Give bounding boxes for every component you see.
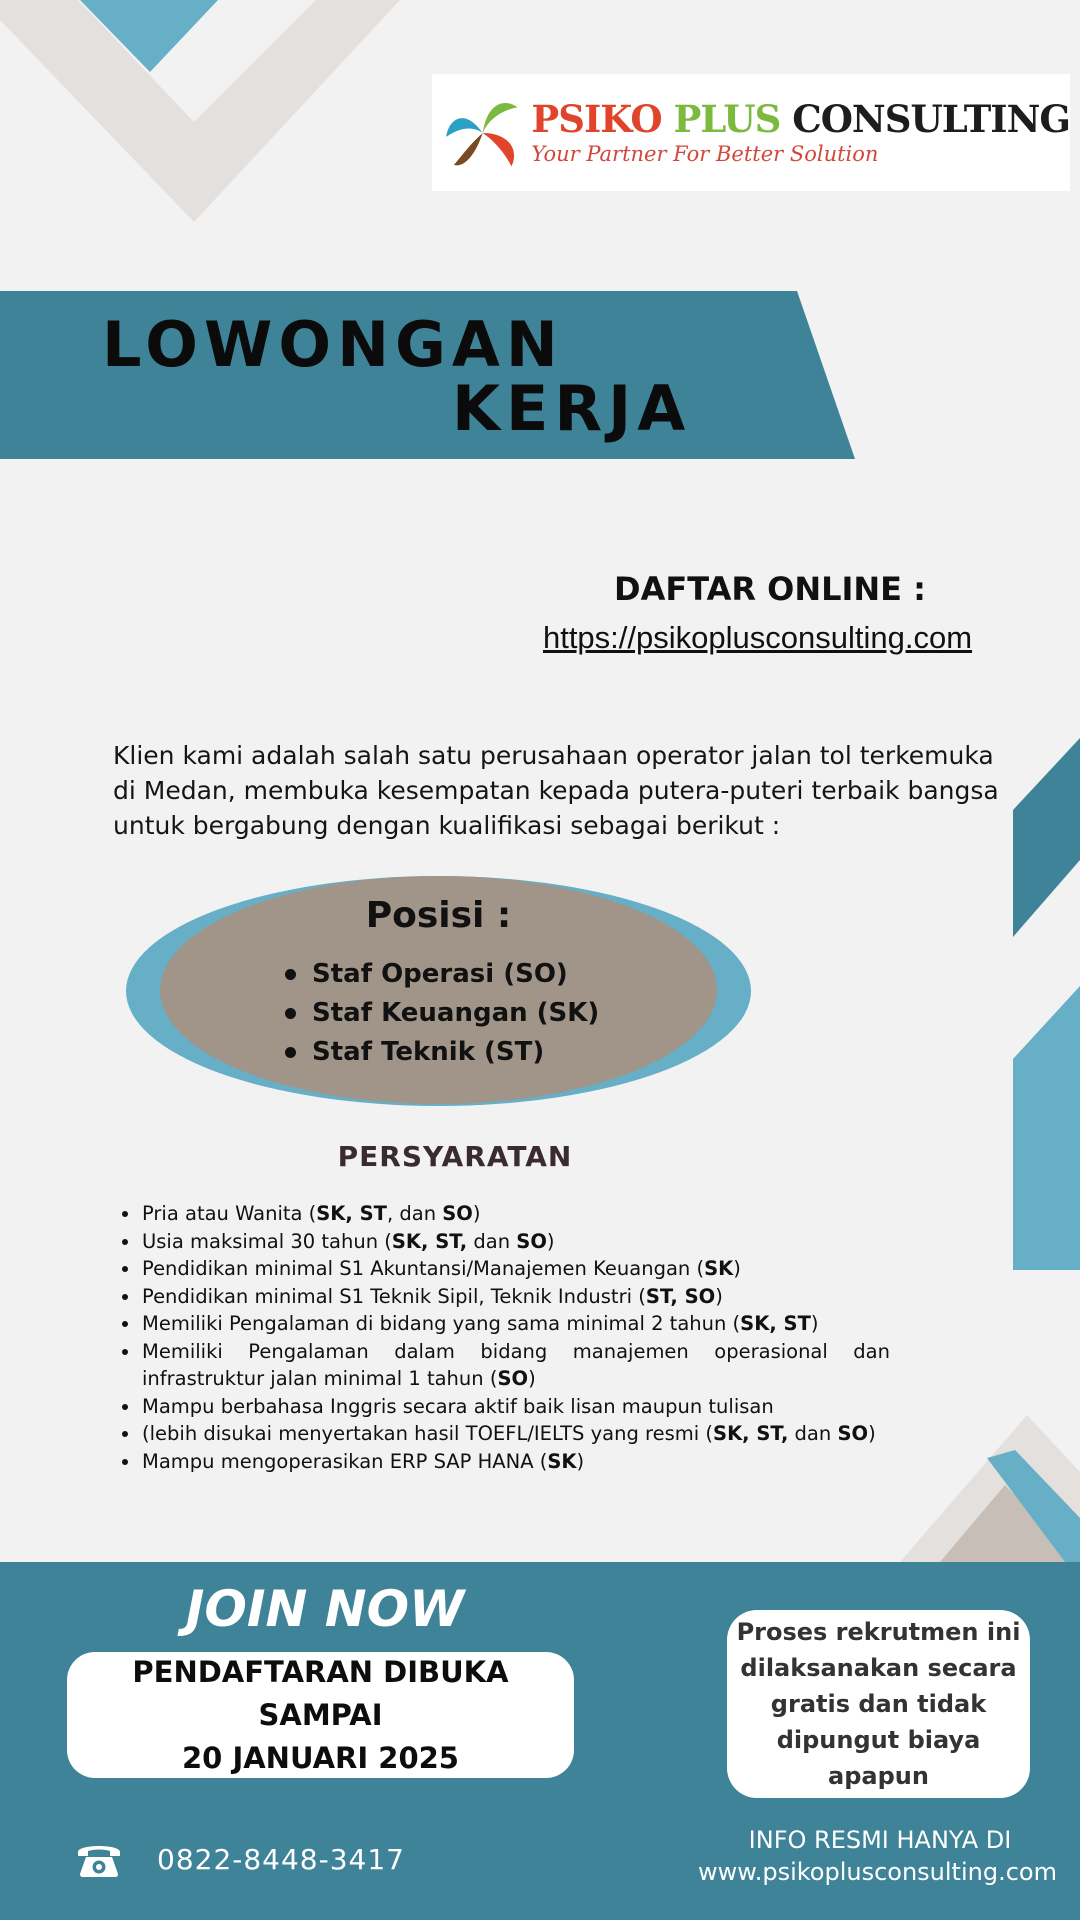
logo-swirl-icon bbox=[440, 78, 525, 188]
positions-title: Posisi : bbox=[365, 895, 512, 936]
join-now-heading: JOIN NOW bbox=[185, 1580, 465, 1638]
requirement-item: Memiliki Pengalaman di bidang yang sama minimal 2 tahun (SK, ST) bbox=[120, 1310, 890, 1338]
requirement-item: Pendidikan minimal S1 Akuntansi/Manajemen Keuangan (SK) bbox=[120, 1255, 890, 1283]
free-recruitment-notice-box bbox=[727, 1610, 1030, 1798]
position-item: Staf Teknik (ST) bbox=[285, 1033, 599, 1072]
register-label: DAFTAR ONLINE : bbox=[614, 570, 926, 608]
top-left-chevron-decoration bbox=[0, 0, 420, 230]
position-item: Staf Operasi (SO) bbox=[285, 955, 599, 994]
page-title-line1: LOWONGAN bbox=[102, 308, 564, 381]
telephone-icon bbox=[74, 1840, 124, 1878]
requirements-title: PERSYARATAN bbox=[337, 1140, 573, 1173]
requirement-item: Mampu berbahasa Inggris secara aktif baik lisan maupun tulisan bbox=[120, 1393, 890, 1421]
positions-list bbox=[285, 955, 599, 1072]
phone-number[interactable]: 0822-8448-3417 bbox=[157, 1843, 405, 1876]
official-info-label: INFO RESMI HANYA DI bbox=[748, 1826, 1012, 1854]
logo-name: PSIKO PLUS CONSULTING bbox=[531, 97, 1070, 142]
requirement-item: (lebih disukai menyertakan hasil TOEFL/IELTS yang resmi (SK, ST, dan SO) bbox=[120, 1420, 890, 1448]
registration-line1: PENDAFTARAN DIBUKA SAMPAI bbox=[132, 1654, 509, 1732]
requirement-item: Mampu mengoperasikan ERP SAP HANA (SK) bbox=[120, 1448, 890, 1476]
requirements-list bbox=[120, 1200, 890, 1475]
requirement-item: Pendidikan minimal S1 Teknik Sipil, Teknik Industri (ST, SO) bbox=[120, 1283, 890, 1311]
company-logo bbox=[432, 74, 1070, 191]
bottom-right-triangle-decoration bbox=[895, 1410, 1080, 1565]
registration-deadline-box bbox=[67, 1652, 574, 1778]
position-item: Staf Keuangan (SK) bbox=[285, 994, 599, 1033]
logo-tagline: Your Partner For Better Solution bbox=[531, 141, 879, 166]
requirement-item: Usia maksimal 30 tahun (SK, ST, dan SO) bbox=[120, 1228, 890, 1256]
register-link[interactable]: https://psikoplusconsulting.com bbox=[542, 620, 973, 655]
intro-paragraph: Klien kami adalah salah satu perusahaan operator jalan tol terkemuka di Medan, membuka kesempatan kepada putera-puteri terbaik bangsa untuk bergabung dengan kualifikasi sebagai berikut : bbox=[113, 741, 999, 840]
requirement-item: Memiliki Pengalaman dalam bidang manajemen operasional dan infrastruktur jalan minimal 1 tahun (SO) bbox=[120, 1338, 890, 1393]
registration-line2: 20 JANUARI 2025 bbox=[182, 1740, 459, 1775]
free-recruitment-notice: Proses rekrutmen ini dilaksanakan secara gratis dan tidak dipungut biaya apapun bbox=[736, 1618, 1021, 1790]
right-parallelogram-decoration bbox=[1013, 735, 1080, 1275]
page-title-line2: KERJA bbox=[452, 372, 692, 445]
requirement-item: Pria atau Wanita (SK, ST, dan SO) bbox=[120, 1200, 890, 1228]
official-website-link[interactable]: www.psikoplusconsulting.com bbox=[698, 1858, 1057, 1886]
